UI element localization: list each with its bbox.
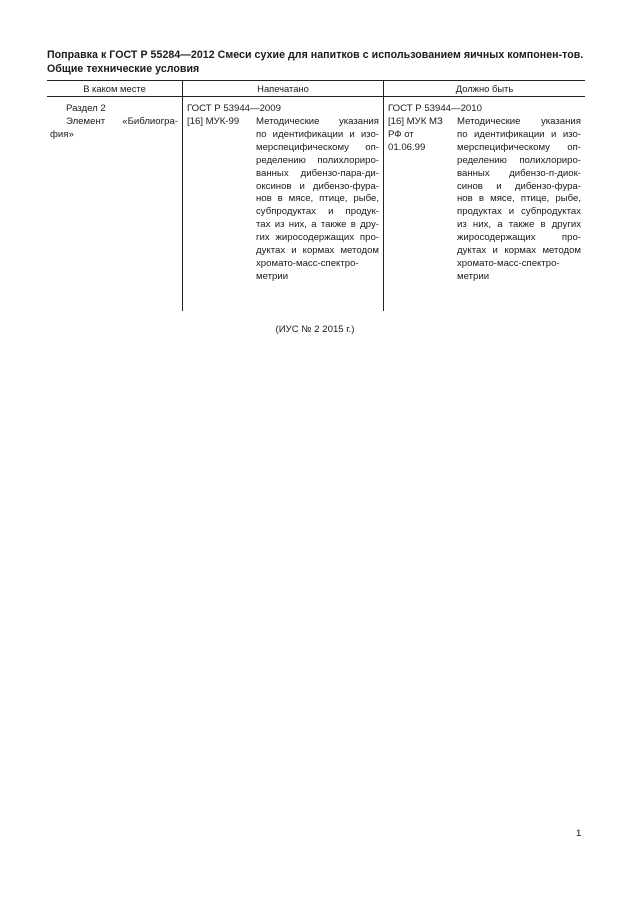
where-line: Раздел 2 [66, 103, 106, 114]
printed-line: гих жиросодержащих про- [256, 232, 379, 244]
corrected-line: ределению полихлориро- [457, 154, 581, 166]
corrected-line: продуктах и субпродуктах [457, 206, 581, 218]
printed-line: Методические указания [256, 116, 379, 127]
corrected-line: по идентификации и изо- [457, 128, 581, 140]
source-note: (ИУС № 2 2015 г.) [275, 324, 355, 335]
printed-ref: [16] МУК-99 [187, 116, 240, 127]
where-line: фия» [50, 128, 74, 140]
where-cell [50, 103, 178, 142]
document-title: Поправка к ГОСТ Р 55284—2012 Смеси сухие для напитков с использованием яичных компонен-тов. Общие технические условия [47, 49, 584, 75]
corrected-line: синов и дибензо-фура- [457, 180, 581, 192]
corrected-line: нов в мясе, птице, рыбе, [457, 193, 581, 205]
printed-line: оксинов и дибензо-фура- [256, 180, 379, 192]
printed-line: ванных дибензо-пара-ди- [256, 167, 379, 179]
corrected-line: дуктах и кормах методом [457, 245, 581, 257]
column-divider [383, 80, 384, 311]
printed-line: нов в мясе, птице, рыбе, [256, 193, 379, 205]
page-number: 1 [576, 828, 582, 839]
corrected-line: метрии [457, 270, 490, 282]
printed-gost: ГОСТ Р 53944—2009 [187, 103, 281, 114]
printed-line: дуктах и кормах методом [256, 245, 379, 257]
table-top-border [47, 80, 585, 81]
table-header-border [47, 96, 585, 97]
corrected-text [457, 116, 581, 284]
corrected-line: жиросодержащих про- [457, 232, 581, 244]
corrected-ref-line: [16] МУК МЗ [388, 116, 443, 127]
corrected-ref [388, 116, 458, 155]
corrected-line: Методические указания [457, 116, 581, 127]
printed-line: хромато-масс-спектро- [256, 257, 359, 269]
column-header-corrected: Должно быть [455, 83, 514, 94]
column-header-where: В каком месте [83, 83, 146, 94]
printed-line: субпродуктах и продук- [256, 206, 379, 218]
where-line: Элемент «Библиогра- [66, 115, 178, 127]
printed-line: тах из них, а также в дру- [256, 219, 379, 231]
corrected-line: мерспецифическому оп- [457, 141, 581, 153]
corrected-ref-line: 01.06.99 [388, 141, 426, 153]
column-header-printed: Напечатано [257, 83, 309, 94]
printed-line: по идентификации и изо- [256, 128, 379, 140]
printed-line: ределению полихлориро- [256, 154, 379, 166]
printed-line: мерспецифическому оп- [256, 141, 379, 153]
corrected-line: из них, а также в других [457, 219, 581, 231]
corrected-line: хромато-масс-спектро- [457, 257, 560, 269]
corrected-line: ванных дибензо-п-диок- [457, 167, 581, 179]
correction-table [47, 80, 585, 311]
corrected-gost: ГОСТ Р 53944—2010 [388, 103, 482, 114]
column-divider [182, 80, 183, 311]
printed-line: метрии [256, 270, 289, 282]
printed-text [256, 116, 379, 284]
corrected-ref-line: РФ от [388, 128, 414, 140]
